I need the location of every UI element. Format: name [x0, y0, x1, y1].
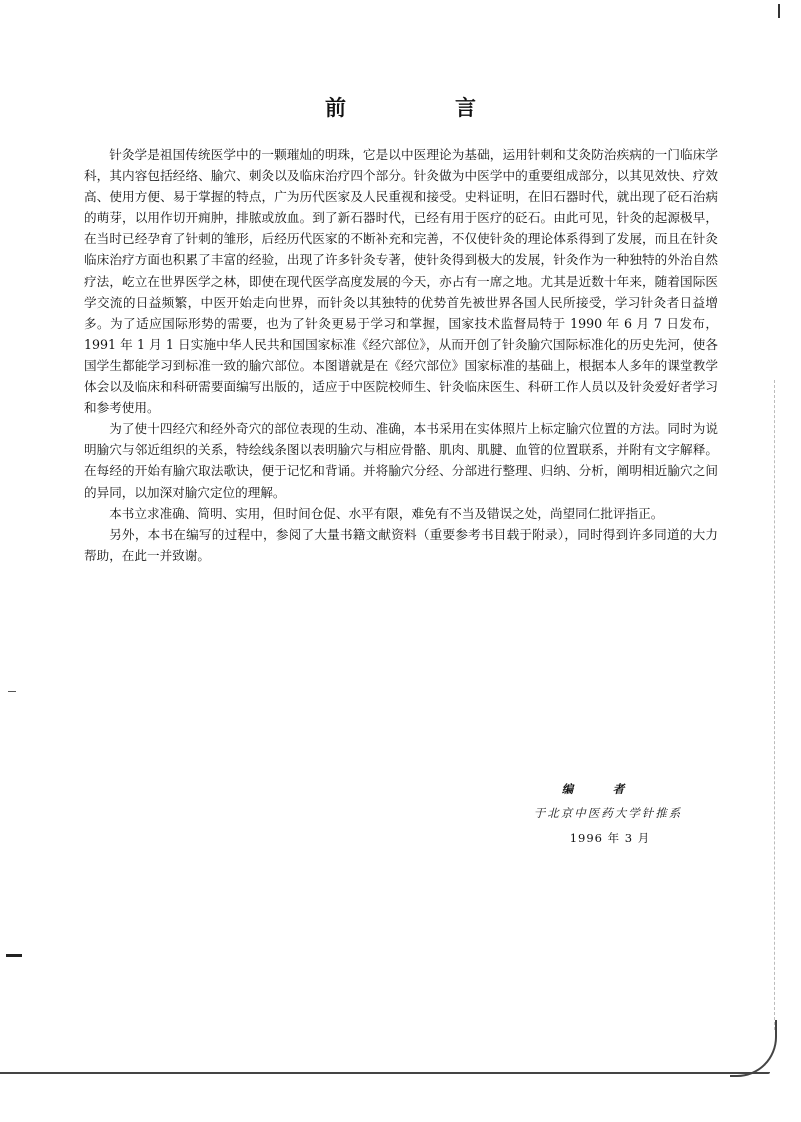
paragraph-2: 为了使十四经穴和经外奇穴的部位表现的生动、准确，本书采用在实体照片上标定腧穴位置的方法。同时为说明腧穴与邻近组织的关系，特绘线条图以表明腧穴与相应骨骼、肌肉、肌腱、血管的位置联系，并附有文字解释。在每经的开始有腧穴取法歌诀，便于记忆和背诵。并将腧穴分经、分部进行整理、归纳、分析，阐明相近腧穴之间的异同，以加深对腧穴定位的理解。	[84, 421, 718, 500]
signature-date: 1996 年 3 月	[569, 831, 651, 845]
scan-artifact-dash	[8, 691, 16, 692]
paragraph-3: 本书立求准确、简明、实用，但时间仓促、水平有限，难免有不当及错误之处，尚望同仁批评指正。	[109, 505, 664, 521]
scan-artifact-mark	[6, 954, 22, 957]
preface-body	[84, 144, 718, 566]
signature-place: 于北京中医药大学针推系	[533, 806, 683, 820]
scan-artifact-right-rule	[774, 380, 775, 1030]
paragraph-1: 针灸学是祖国传统医学中的一颗璀灿的明珠，它是以中医理论为基础，运用针刺和艾灸防治疾病的一门临床学科，其内容包括经络、腧穴、刺灸以及临床治疗四个部分。针灸做为中医学中的重要组成部分，以其见效快、疗效高、使用方便、易于掌握的特点，广为历代医家及人民重视和接受。史料证明，在旧石器时代，就出现了砭石治病的萌芽，以用作切开痈肿，排脓或放血。到了新石器时代，已经有用于医疗的砭石。由此可见，针灸的起源极早，在当时已经孕育了针刺的雏形，后经历代医家的不断补充和完善，不仅使针灸的理论体系得到了发展，而且在针灸临床治疗方面也积累了丰富的经验，出现了许多针灸专著，使针灸得到极大的发展，针灸作为一种独特的外治自然疗法，屹立在世界医学之林，即使在现代医学高度发展的今天，亦占有一席之地。尤其是近数十年来，随着国际医学交流的日益频繁，中医开始走向世界，而针灸以其独特的优势首先被世界各国人民所接受，学习针灸者日益增多。为了适应国际形势的需要，也为了针灸更易于学习和掌握，国家技术监督局特于 1990 年 6 月 7 日发布，1991 年 1 月 1 日实施中华人民共和国国家标准《经穴部位》，从而开创了针灸腧穴国际标准化的历史先河，使各国学生都能学习到标准一致的腧穴部位。本图谱就是在《经穴部位》国家标准的基础上，根据本人多年的课堂教学体会以及临床和科研需要面编写出版的，适应于中医院校师生、针灸临床医生、科研工作人员以及针灸爱好者学习和参考使用。	[84, 147, 718, 416]
page-title: 前 言	[325, 95, 520, 120]
scan-artifact-page-curve	[730, 1020, 777, 1077]
paragraph-4: 另外，本书在编写的过程中，参阅了大量书籍文献资料（重要参考书目载于附录），同时得到许多同道的大力帮助，在此一并致谢。	[84, 526, 718, 563]
signature-author: 编 者	[561, 782, 639, 796]
scan-artifact-corner	[774, 4, 780, 18]
scan-artifact-page-edge	[0, 1072, 770, 1074]
